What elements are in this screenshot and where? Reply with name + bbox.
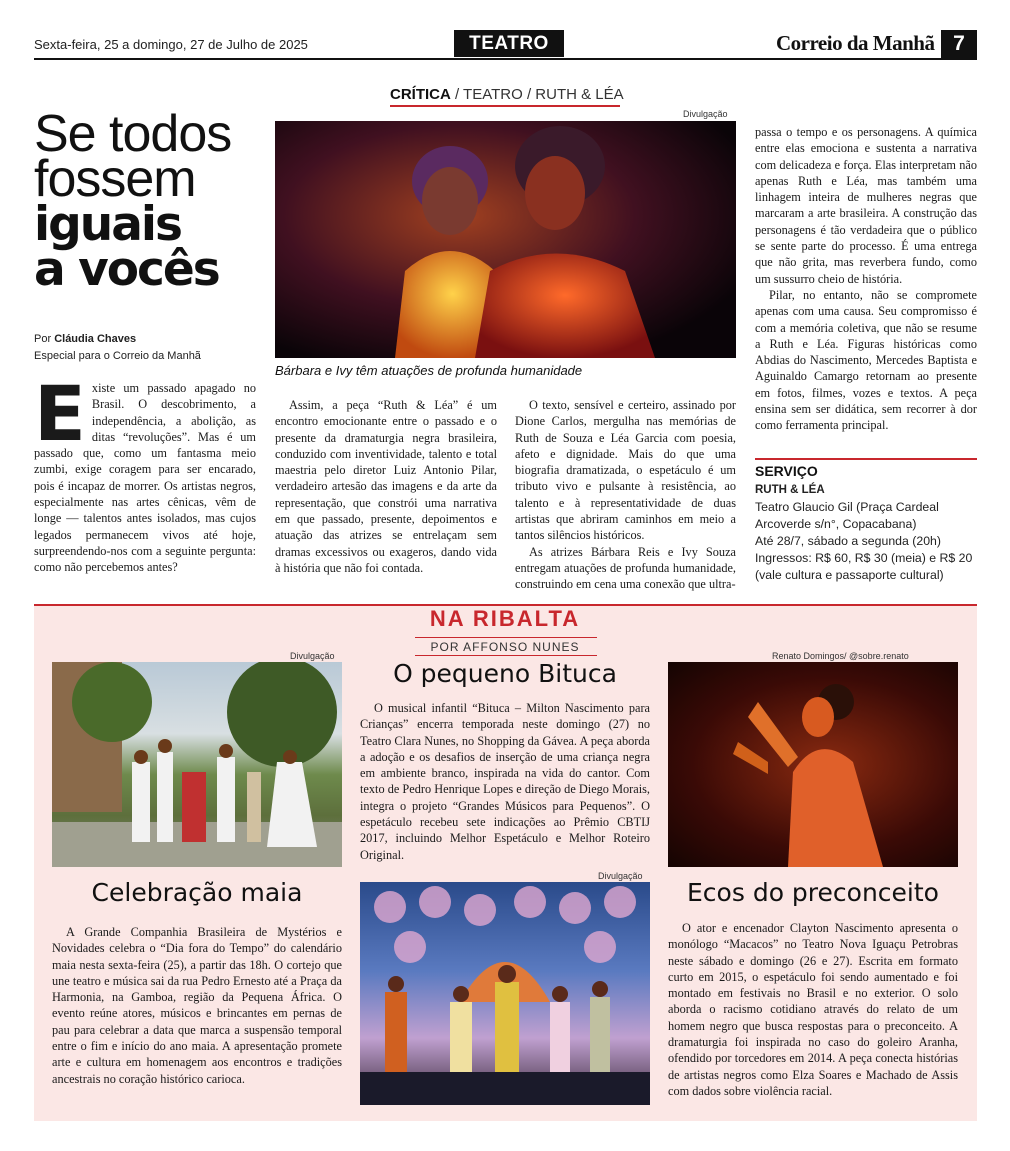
ribalta-rule-top bbox=[415, 637, 597, 638]
header-divider bbox=[34, 58, 977, 60]
masthead-logo: Correio da Manhã bbox=[776, 31, 935, 55]
story-center-text bbox=[360, 700, 650, 863]
edition-date: Sexta-feira, 25 a domingo, 27 de Julho de 2025 bbox=[34, 37, 308, 52]
servico-divider bbox=[755, 458, 977, 460]
servico-show: RUTH & LÉA bbox=[755, 484, 825, 496]
headline-line-4: a vocês bbox=[34, 242, 219, 297]
headline-line-1: Se todos bbox=[34, 105, 232, 163]
dropcap: E bbox=[34, 369, 86, 458]
article-column-3 bbox=[515, 397, 736, 593]
bituca-photo bbox=[360, 882, 650, 1105]
kicker-underline bbox=[390, 105, 620, 107]
stage-illustration bbox=[360, 882, 650, 1105]
photo-credit-center: Divulgação bbox=[598, 871, 643, 881]
article-paragraph: As atrizes Bárbara Reis e Ivy Souza entregam atuações de profunda humanidade, construindo em cena uma conexão que ultra- bbox=[515, 544, 736, 592]
ribalta-title: NA RIBALTA bbox=[429, 606, 581, 631]
headline-line-2: fossem bbox=[34, 150, 196, 208]
parade-illustration bbox=[52, 662, 342, 867]
story-paragraph: A Grande Companhia Brasileira de Mystérios e Novidades celebra o “Dia fora do Tempo” do calendário maia nesta sexta-feira (25), a partir das 18h. O cortejo que une teatro e música sai da rua Pedro Ernesto até a Praça da Harmonia, na Gamboa, região da Pequena África. O evento reúne atores, músicos e brincantes em pernas de pau para celebrar a data que marca a suspensão temporal entre o fim e início do ano maia. A apresentação promete arte e cultura em homenagem aos encontros e tradições ancestrais no coração histórico carioca. bbox=[52, 925, 342, 1086]
headline-line-3: iguais bbox=[34, 197, 182, 252]
main-photo bbox=[275, 121, 736, 358]
article-column-2 bbox=[275, 397, 497, 576]
headline bbox=[34, 105, 266, 297]
servico-title: SERVIÇO bbox=[755, 463, 818, 479]
kicker bbox=[390, 86, 624, 103]
servico-tickets: Ingressos: R$ 60, R$ 30 (meia) e R$ 20 (vale cultura e passaporte cultural) bbox=[755, 551, 973, 582]
celebration-photo bbox=[52, 662, 342, 867]
story-left-text bbox=[52, 924, 342, 1087]
byline-role: Especial para o Correio da Manhã bbox=[34, 350, 201, 362]
kicker-path: / TEATRO / RUTH & LÉA bbox=[450, 86, 624, 103]
page-number: 7 bbox=[941, 30, 977, 58]
servico-venue: Teatro Glaucio Gil (Praça Cardeal Arcoverde s/n°, Copacabana) bbox=[755, 500, 939, 531]
photo-credit-main: Divulgação bbox=[683, 109, 728, 119]
article-paragraph: xiste um passado apagado no Brasil. O descobrimento, a independência, a abolição, as ditas “revoluções”. Mas é um passado que, como um fantasma meio zumbi, exige coragem para ser encarado, pois é incapaz de morrer. Os artistas negros, especialmente nas artes cênicas, vêm de longe — talentos antes isolados, mas cujos legados permanecem vivos até hoje, surpreendendo-nos com a seguinte pergunta: como não percebemos antes? bbox=[34, 381, 256, 575]
article-paragraph: Assim, a peça “Ruth & Léa” é um encontro emocionante entre o passado e o presente da dramaturgia negra brasileira, conduzido com inventividade, talento e total maestria pelo diretor Luiz Antonio Pilar, verdadeiro artesão das imagens e da arte da representação, que constrói uma narrativa em que passado, presente, depoimentos e atuação das atrizes se entrelaçam sem dramas excessivos ou exageros, dando vida à história que não foi contada. bbox=[275, 398, 497, 575]
ribalta-rule-bottom bbox=[415, 655, 597, 656]
story-right-text bbox=[668, 920, 958, 1099]
ecos-photo bbox=[668, 662, 958, 867]
byline bbox=[34, 331, 201, 365]
story-left-headline: Celebração maia bbox=[91, 878, 303, 907]
story-right-headline: Ecos do preconceito bbox=[687, 878, 939, 907]
main-photo-caption: Bárbara e Ivy têm atuações de profunda humanidade bbox=[275, 363, 583, 378]
article-paragraph: O texto, sensível e certeiro, assinado por Dione Carlos, mergulha nas memórias de Ruth de Souza e Léa Garcia com poesia, afeto e dignidade. Mais do que uma biografia dramatizada, o espetáculo é um tributo vivo e pulsante à resistência, ao talento e à representatividade de duas artistas que abriram caminhos em meio a tantos silêncios históricos. bbox=[515, 398, 736, 543]
story-paragraph: O musical infantil “Bituca – Milton Nascimento para Crianças” encerra temporada neste domingo (27) no Teatro Clara Nunes, no Shopping da Gávea. A peça aborda a adoção e os desafios de inserção de uma criança negra em ambiente branco, inspirada na vida do cantor. Com texto de Pedro Henrique Lopes e direção de Diego Morais, integra o projeto “Grandes Músicos para Pequenos”. O espetáculo recebeu sete indicações ao Prêmio CBTIJ 2017, incluindo Melhor Espetáculo e Melhor Roteiro Original. bbox=[360, 701, 650, 862]
story-center-headline: O pequeno Bituca bbox=[393, 659, 617, 688]
ribalta-subtitle: POR AFFONSO NUNES bbox=[430, 640, 580, 654]
kicker-lead: CRÍTICA bbox=[390, 86, 451, 103]
article-column-1 bbox=[34, 369, 256, 576]
byline-prefix: Por bbox=[34, 333, 55, 345]
article-paragraph: Pilar, no entanto, não se compromete apenas com uma causa. Seu compromisso é com a memória coletiva, que não se resume a Ruth e Léa. Figuras históricas como Abdias do Nascimento, Mercedes Baptista e Aguinaldo Camargo retornam ao presente em fotos, filmes, vozes e textos. A peça ensina sem ser didática, sem recorrer à dor como ferramenta principal. bbox=[755, 287, 977, 433]
section-tag: TEATRO bbox=[454, 30, 564, 57]
story-paragraph: O ator e encenador Clayton Nascimento apresenta o monólogo “Macacos” no Teatro Nova Iguaçu Petrobras neste sábado e domingo (26 e 27). Escrita em formato curto em 2015, o espetáculo foi sendo aumentado e foi montado em festivais no Brasil e no exterior. O solo aborda o racismo cotidiano através do relato de um homem negro que busca respostas para o preconceito. A dramaturgia foi inspirada no caso do goleiro Aranha, ofendido por torcedores em 2014. A peça conecta histórias de artistas negros como Elza Soares e Machado de Assis com dados sobre violência racial. bbox=[668, 921, 958, 1098]
photo-credit-right: Renato Domingos/ @sobre.renato bbox=[772, 651, 909, 661]
actresses-photo-illustration bbox=[275, 121, 736, 358]
actor-illustration bbox=[668, 662, 958, 867]
photo-credit-left: Divulgação bbox=[290, 651, 335, 661]
servico-dates: Até 28/7, sábado a segunda (20h) bbox=[755, 534, 941, 548]
servico-box bbox=[755, 481, 977, 584]
article-column-4 bbox=[755, 124, 977, 434]
article-paragraph: passa o tempo e os personagens. A química entre elas emociona e sustenta a narrativa com delicadeza e força. Elas interpretam não apenas Ruth e Léa, mas também uma linhagem inteira de mulheres negras que marcaram a arte brasileira. A construção das personagens é tão verdadeira que o público se sente parte do processo. É uma entrega que não grita, mas reverbera fundo, como um sussurro cheio de história. bbox=[755, 125, 977, 286]
byline-author: Cláudia Chaves bbox=[54, 333, 137, 345]
